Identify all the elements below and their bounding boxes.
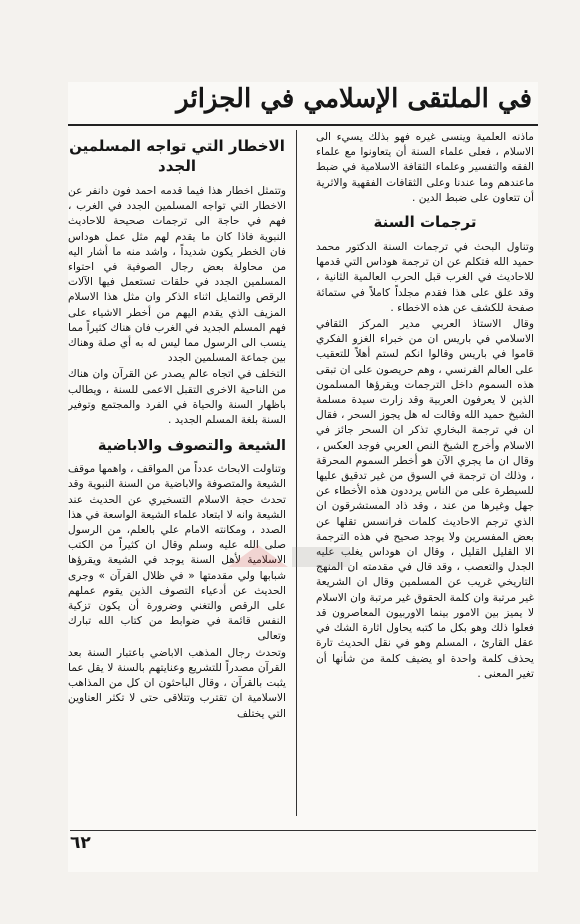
left-paragraph-1: وتتمثل اخطار هذا فيما قدمه احمد فون دانفر عن الاخطار التي تواجه المسلمين الجدد في الغرب ، فهم في حاجة الى ترجمات صحيحة للاحاديث النبوية فاذا كان ما يقدم لهم مثل عمل هوداس فان الخطر يكون شديداً ، واشد منه ما أشار اليه من محاولة بعض رجال الصوفية في احتواء المسلمين الجدد في حلقات تستعمل فيها الآلات الرقص والتمايل اثناء الذكر وان مثل هذا الاسلام المزيف الذي يقدم اليهم من أخطر الاشياء على فهم المسلم الجديد في الغرب فان هناك كثيراً مما ينسب الى الرسول مما ليس له به أي صلة وهناك بين جماعة المسلمين الجدد — [68, 185, 286, 365]
left-paragraph-4: وتحدث رجال المذهب الاباضي باعتبار السنة بعد القرآن مصدراً للتشريع وعنايتهم بالسنة لا يقل عما يثبت بالقرآن ، وقال الباحثون ان كل من المذاهب الاسلامية ان تقترب وتتلاقى حتى لا تكثر العناوين التي يختلف — [68, 646, 286, 720]
right-paragraph-2: وقال الاستاذ العربي مدير المركز الثقافي الاسلامي في باريس ان من خبراء الغزو الفكري قاموا في باريس وقالوا انكم لستم أهلاً للتعقيب على العالم الفرنسي ، وهم حريصون على ان تبقى هذه السموم داخل الترجمات ويقرؤها المسلمون الذين لا يعرفون العربية وقد زارت سيدة مسلمة الشيخ حميد الله وقالت له هل يجوز السحر ، فقال ان في ترجمة البخاري تذكر ان السحر جائز في الاسلام وأخرج الشيخ النص العربي فوجد العكس ، وقال ان ما يجري الآن هو أخطر السموم المحرقة ، وذلك ان ترجمة في السوق من غير تدقيق عليها للسيطرة على من الناس يرددون هذه الأخطاء عن جهل وغيرها من عند ، وقد ذاد المستشرقون ان الذي ترجم الاحاديث كلمات فرانسس تقلها عن بعض المفسرين ولا يوجد صحيح في هذه الترجمة الا القليل القليل ، وقال ان هوداس يغلب عليه الجدل والتعصب ، وقد قال في مقدمته ان المنهج التاريخي غريب عن المسلمين وقال ان الشريعة غير مرتبة وان كلمة الحقوق غير مرتبة وان الاسلام لا يميز بين الامور بينما الاوربيون المعاصرون قد فعلوا ذلك وهو بكل ما كتبه يحاول اثارة الشك في عقل القارئ ، المسلم وهو في نقل الحديث تارة يحذف كلمة واحدة او يضيف كلمة من شأنها أن تغير المعنى . — [316, 318, 534, 680]
column-divider — [296, 130, 297, 816]
right-column — [316, 130, 534, 820]
section-heading-sunnah-translations: ترجمات السنة — [373, 213, 477, 232]
left-paragraph-3: وتناولت الابحاث عدداً من المواقف ، واهمها موقف الشيعة والمتصوفة والاباضية من السنة النبوية وقد تحدث حجة الاسلام التسخيري عن الحديث عند الشيعة وانه لا ابتعاد علماء الشيعة الواسعة في هذا الصدد ، ومكانته الامام علي بالعلم، من الرسول صلى الله عليه وسلم وقال ان كثيراً من الكتب الاسلامية لأهل السنة يوجد في الشيعة ويقرؤها شبابها ولي مقدمتها « في ظلال القرآن » وجرى الحديث عن أدعياء التصوف الذين يقوم عملهم على الرقص والتغني وضرورة أن يكون تزكية النفس قائمة في ضوابط من كتاب الله تبارك وتعالى — [68, 463, 286, 643]
section-heading-new-muslims: الاخطار التي تواجه المسلمين الجدد — [69, 137, 285, 175]
page-header-title: في الملتقى الإسلامي في الجزائر — [176, 84, 532, 114]
right-intro-paragraph: ماذنه العلمية وينسى غيره فهو بذلك يسيء الى الاسلام ، فعلى علماء السنة أن يتعاونوا مع علماء الفقه والتفسير وعلماء الثقافة الاسلامية في ضبط ماعندهم وما عندنا وعلى الثقافات الفقهية والاثرية أن تتعاون على ضبط الدين . — [316, 131, 534, 204]
magazine-page — [68, 82, 538, 872]
page-header — [68, 82, 538, 126]
section-heading-shia-sufism-ibadism: الشيعة والتصوف والاباضية — [97, 438, 286, 455]
right-paragraph-1: وتناول البحث في ترجمات السنة الدكتور محمد حميد الله فتكلم عن ان ترجمة هوداس التي قدمها للاحاديث في الغرب قبل الحرب العالمية الثانية ، وقد علق على هذا فقدم مجلداً كاملاً في ستمائة صفحة للكشف عن هذه الاخطاء . — [316, 241, 534, 314]
left-column — [68, 130, 286, 820]
left-paragraph-2: التخلف في اتجاه عالم يصدر عن القرآن وان هناك من الناحية الاخرى التقبل الاعمى للسنة ، ويطالب باظهار السنة والحياة في الفرد والمجتمع وتوفير السنة بلغة المسلم الجديد . — [68, 368, 286, 427]
page-number: ٦٢ — [70, 830, 536, 853]
